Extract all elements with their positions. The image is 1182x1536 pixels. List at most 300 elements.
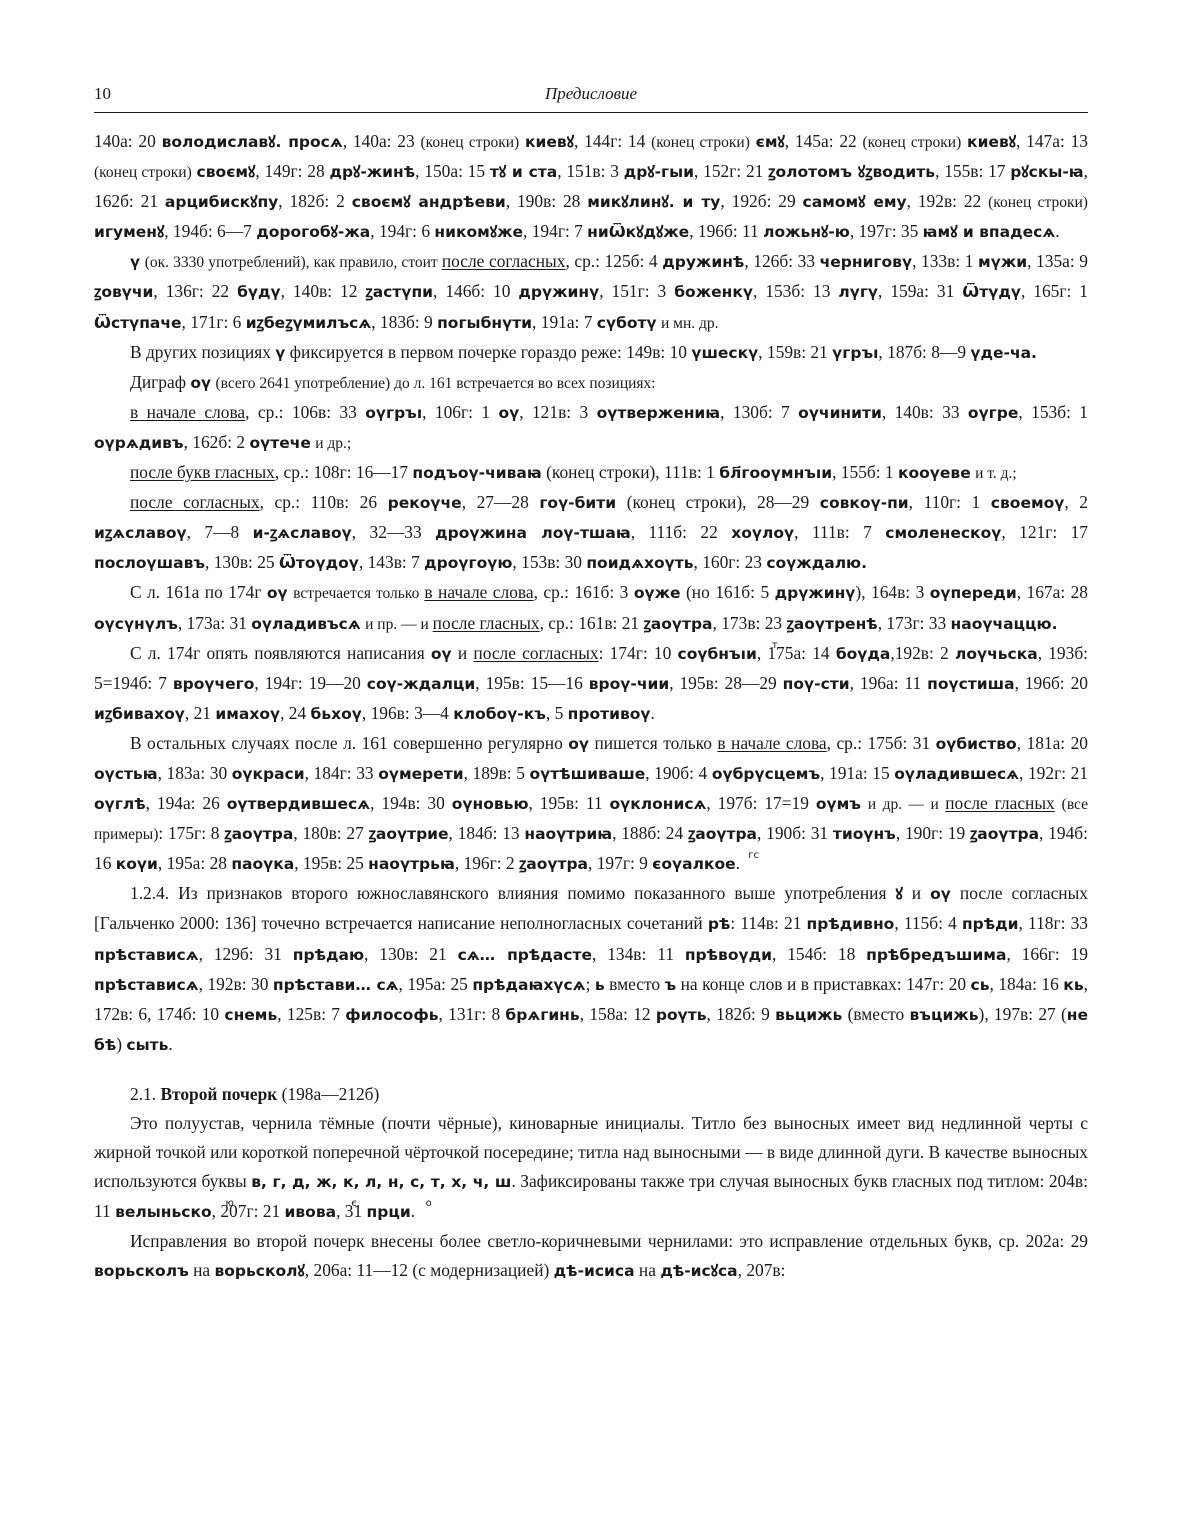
paragraph — [94, 729, 1088, 879]
text-run: , 196г: 2 — [454, 853, 519, 874]
text-run: ) — [116, 1033, 127, 1054]
text-run: , 129б: 31 — [198, 943, 293, 964]
text-run: , 183а: 30 — [157, 762, 232, 783]
old-slavonic-word: володиславꙋ. просѧ — [161, 133, 343, 151]
old-slavonic-word: рекоүче — [387, 494, 462, 513]
text-run: , 195в: 25 — [294, 853, 369, 874]
text-run: , 131г: 8 — [438, 1003, 506, 1024]
text-run: : 174г: 10 — [598, 642, 678, 663]
text-run: , 162б: 21 — [94, 161, 1089, 212]
old-slavonic-word: лоүчьска — [954, 644, 1038, 663]
text-run: , ср.: 108г: 16—17 — [274, 462, 413, 483]
old-slavonic-word: гоү-бити — [539, 494, 617, 513]
old-slavonic-word: своємꙋ андрѣеви — [351, 193, 506, 212]
text-run: С л. 174г опять появляются написания — [130, 642, 431, 663]
paragraph — [94, 368, 1088, 398]
page-number: 10 — [94, 84, 111, 103]
paragraph — [94, 488, 1088, 578]
paragraph — [94, 639, 1088, 729]
text-run: В других позициях — [130, 341, 276, 362]
text-run: . — [1055, 221, 1060, 242]
old-slavonic-word: брѧгинь — [505, 1005, 580, 1024]
text-run: , 21 — [184, 702, 216, 723]
text-run: на конце слов и в приставках: 147г: 20 — [676, 973, 971, 994]
paragraph — [94, 458, 1088, 488]
text-run: , 196а: 11 — [849, 672, 928, 693]
old-slavonic-word: поүстиша — [927, 674, 1015, 693]
old-slavonic-word: имахоү — [215, 704, 281, 723]
text-run: Диграф — [130, 371, 191, 392]
old-slavonic-word: оүладивъсѧ — [251, 614, 361, 633]
old-slavonic-word: поү-сти — [782, 674, 850, 693]
old-slavonic-word: оүтече — [249, 433, 311, 452]
old-slavonic-word: оүклонисѧ — [609, 795, 707, 814]
small-text: и др. — и — [867, 796, 946, 814]
text-run: С л. 161а по 174г — [130, 582, 267, 603]
old-slavonic-word: оү — [498, 403, 520, 422]
text-run: , 207в: — [737, 1260, 786, 1281]
text-run: , 7—8 — [186, 522, 253, 543]
old-slavonic-word: оүтѣшиваше — [529, 764, 646, 783]
old-slavonic-word: үгръı — [832, 343, 879, 362]
text-run: вместо — [604, 973, 665, 994]
text-run: , 130в: 25 — [205, 552, 279, 573]
old-slavonic-word: ү — [130, 253, 141, 272]
text-run: , 130в: 21 — [364, 943, 458, 964]
old-slavonic-word: совкоү-пи — [819, 494, 909, 513]
old-slavonic-word: ꙋ — [895, 885, 903, 904]
text-run: и — [451, 642, 474, 663]
small-text: (все примеры) — [94, 796, 1088, 844]
small-text: встречается только — [293, 585, 425, 603]
text-run: , 188б: 24 — [612, 823, 688, 844]
old-slavonic-word: сүботү — [596, 313, 657, 332]
old-slavonic-word: соүждалю. — [766, 554, 868, 573]
text-run: , 151в: 3 — [557, 161, 624, 182]
text-run: , 140в: 33 — [881, 401, 968, 422]
old-slavonic-word: Ѿтүдү — [962, 283, 1021, 302]
underlined-term — [717, 733, 826, 753]
text-run: , 159а: 31 — [878, 281, 963, 302]
old-slavonic-word: послоүшавъ — [94, 554, 206, 573]
text-run: (конец строки), 28—29 — [616, 492, 820, 513]
text-run: , 130б: 7 — [720, 401, 799, 422]
text-run: , 187б: 8—9 — [878, 341, 971, 362]
small-text: (ок. 3330 употреблений), как правило, стоит — [144, 254, 442, 272]
old-slavonic-word: философь — [345, 1005, 439, 1024]
text-run: , 166г: 19 — [1006, 943, 1088, 964]
small-text: (всего 2641 употребление) до л. 161 встречается во всех позициях: — [215, 374, 656, 392]
old-slavonic-word: арцибискꙋпу — [164, 193, 279, 212]
old-slavonic-word: оү — [266, 584, 288, 603]
paragraph — [94, 398, 1088, 458]
old-slavonic-word: ꙁаоүтра — [518, 855, 589, 874]
text-run: , 27—28 — [461, 492, 540, 513]
small-text: и мн. др. — [661, 314, 719, 332]
old-slavonic-word: оүстьꙗ — [94, 764, 158, 783]
text-run: , 111в: 7 — [794, 522, 886, 543]
underlined-term — [442, 251, 566, 271]
text-run: , 5 — [545, 702, 568, 723]
text-run: , 190б: 31 — [757, 823, 833, 844]
text-run: Исправления во второй почерк внесены более светло-коричневыми чернилами: это исправление отдельных букв, ср. 202а: 29 — [130, 1231, 1088, 1252]
small-text: и т. д.; — [975, 465, 1017, 483]
old-slavonic-word: єоүалкое — [652, 855, 736, 874]
old-slavonic-word: дѣ-исиса — [553, 1262, 635, 1281]
text-run: , 125в: 7 — [277, 1003, 346, 1024]
old-slavonic-word: оүкраси — [231, 764, 305, 783]
paragraph — [94, 1109, 1088, 1227]
text-run: ), 164в: 3 — [855, 582, 930, 603]
text-run: , 196б: 11 — [689, 221, 764, 242]
text-run: , 172в: 6, 174б: 10 — [94, 973, 1088, 1024]
old-slavonic-word: сыть — [126, 1035, 169, 1054]
paragraph — [94, 127, 1088, 247]
old-slavonic-word: ниѾкꙋдꙋже — [587, 223, 690, 242]
old-slavonic-word: дружинѣ — [662, 253, 745, 272]
old-slavonic-word: дрүжинү — [518, 283, 600, 302]
text-run: , 175а: 14 — [756, 642, 836, 663]
old-slavonic-word: тиоүнъ — [832, 825, 896, 844]
text-run: , 31 — [336, 1201, 367, 1222]
old-slavonic-word: поидѧхоүть — [586, 554, 694, 573]
text-run: , ср.: 106в: 33 — [245, 401, 366, 422]
text-run: , 110г: 1 — [908, 492, 991, 513]
text-run: : 114в: 21 — [730, 913, 807, 934]
old-slavonic-word: ꙁовүчи — [94, 283, 154, 302]
text-run: , 184а: 16 — [989, 973, 1064, 994]
old-slavonic-word: бьхоү — [310, 704, 362, 723]
old-slavonic-word: оү — [430, 644, 452, 663]
text-run: , 155б: 1 — [832, 462, 898, 483]
text-run: , 195а: 25 — [398, 973, 473, 994]
text-run: ,192в: 2 — [890, 642, 955, 663]
text-run: , 191а: 7 — [532, 311, 597, 332]
underlined-term-text: в начале слова — [717, 732, 827, 753]
text-run: ; — [585, 973, 595, 994]
underlined-term-text: после согласных — [473, 642, 599, 663]
old-slavonic-word: ꙁаоүтра — [224, 825, 294, 844]
old-slavonic-word: в, г, д, ж, к, л, н, с, т, х, ч, ш — [251, 1173, 512, 1192]
text-run: , 147а: 13 — [1016, 131, 1088, 151]
text-run: , 194г: 6 — [370, 221, 435, 242]
old-slavonic-word: боүда — [835, 644, 891, 663]
old-slavonic-word: дорогобꙋ-жа — [256, 223, 371, 242]
text-run: , 136г: 22 — [153, 281, 238, 302]
text-run: , 121в: 3 — [519, 401, 597, 422]
old-slavonic-word: самомꙋ ему — [802, 193, 907, 212]
small-text: (конец строки) — [651, 134, 750, 151]
old-slavonic-word: Ѿтоүдоү — [278, 554, 359, 573]
text-run: , 193б: 5=194б: 7 — [94, 642, 1089, 693]
text-run: , 196б: 20 — [1014, 672, 1088, 693]
text-run: , 180в: 27 — [293, 823, 369, 844]
underlined-term-text: после гласных — [432, 612, 540, 633]
old-slavonic-word: ү — [275, 343, 286, 362]
old-slavonic-word: прѣдаꙗхүсѧ — [472, 975, 586, 994]
paragraph — [94, 247, 1088, 337]
text-run: . — [168, 1033, 173, 1054]
text-run: 1.2.4. Из признаков второго южнославянского влияния помимо показанного выше употребления — [130, 883, 896, 904]
old-slavonic-word: сѧ… прѣдасте — [457, 945, 592, 964]
old-slavonic-word: соүбнъıи — [677, 644, 757, 663]
text-run: , 192в: 30 — [198, 973, 273, 994]
old-slavonic-word: оү — [190, 373, 212, 392]
text-run: , 197г: 9 — [588, 853, 653, 874]
text-run: , 151г: 3 — [599, 281, 675, 302]
text-run: , ср.: 125б: 4 — [565, 251, 663, 272]
paragraph — [94, 578, 1088, 638]
underlined-term-text: после гласных — [945, 793, 1055, 814]
text-run: , 167а: 28 — [1016, 582, 1088, 603]
text-run: , 165г: 1 — [1020, 281, 1088, 302]
text-run — [1055, 793, 1062, 813]
old-slavonic-word: паоүка — [231, 855, 295, 874]
old-slavonic-word: лүгү — [838, 283, 879, 302]
text-run: , 143в: 7 — [358, 552, 425, 573]
text-run: , 145а: 22 — [784, 131, 863, 151]
text-run: , 144г: 14 — [573, 131, 652, 151]
old-slavonic-word: кооүеве — [897, 464, 971, 483]
old-slavonic-word: дѣ-исꙋса — [660, 1262, 738, 1281]
old-slavonic-word: прѣдаю — [292, 945, 365, 964]
old-slavonic-word: прѣстависѧ — [94, 945, 199, 964]
text-run: , 115б: 4 — [894, 913, 962, 934]
underlined-term — [130, 402, 245, 422]
text-run: , 24 — [280, 702, 311, 723]
old-slavonic-word: ꙁаоүтра — [687, 825, 758, 844]
text-run: , 194в: 30 — [370, 793, 452, 814]
text-run: , 155в: 17 — [935, 161, 1011, 182]
text-run — [861, 793, 868, 813]
old-slavonic-word: ложьнꙋ-ю — [763, 223, 850, 242]
text-run: , 195в: 28—29 — [669, 672, 783, 693]
underlined-term-text: в начале слова — [130, 401, 246, 422]
text-run: , 194б: 16 — [94, 823, 1088, 874]
old-slavonic-word: оүмерети — [378, 764, 464, 783]
text-run: , 190г: 19 — [895, 823, 970, 844]
old-slavonic-word: прѣди — [961, 915, 1019, 934]
old-slavonic-word: мүжи — [978, 253, 1028, 272]
text-run: , 173в: 23 — [712, 612, 787, 633]
text-run: (конец строки), 111в: 1 — [541, 462, 720, 483]
old-slavonic-word: смоленескоү — [885, 524, 1002, 543]
text-run: , 32—33 — [351, 522, 436, 543]
text-run: , ср.: 175б: 31 — [826, 732, 936, 753]
text-run: , 192г: 21 — [1019, 762, 1089, 783]
text-run: , 140в: 12 — [280, 281, 366, 302]
old-slavonic-word: ꙁаоүтрие — [368, 825, 449, 844]
text-run: , 183б: 9 — [371, 311, 438, 332]
text-run: , 153б: 13 — [752, 281, 839, 302]
old-slavonic-word: боженкү — [674, 283, 753, 302]
text-run: . — [735, 853, 740, 874]
text-run: , 184б: 13 — [448, 823, 525, 844]
old-slavonic-word: прѣстависѧ — [94, 975, 199, 994]
text-run: , 133в: 1 — [912, 251, 979, 272]
old-slavonic-word: оүпереди — [929, 584, 1017, 603]
old-slavonic-word: соү-ждалци — [366, 674, 476, 693]
old-slavonic-word: своємꙋ — [196, 163, 256, 182]
old-slavonic-word: вроүчего — [172, 674, 255, 693]
text-run: , 140а: 23 — [342, 131, 421, 151]
old-slavonic-word: оүсүнүлъ — [94, 614, 178, 633]
old-slavonic-word: оүновью — [451, 795, 529, 814]
text-run: на — [634, 1260, 661, 1281]
old-slavonic-word: подъоү-чиваꙗ — [412, 464, 542, 483]
old-slavonic-word: оүтвердившесѧ — [226, 795, 371, 814]
text-run: , 195а: 28 — [157, 853, 232, 874]
small-text: и др.; — [315, 434, 352, 452]
old-slavonic-word: сь — [970, 975, 990, 994]
old-slavonic-word: наоүтриꙗ — [524, 825, 613, 844]
text-run: , 195в: 11 — [528, 793, 610, 814]
old-slavonic-word: оүглѣ — [94, 795, 146, 814]
text-run: пишется только — [589, 732, 718, 753]
underlined-term — [433, 613, 540, 633]
running-header — [94, 82, 1088, 113]
old-slavonic-word: ивова — [284, 1203, 337, 1222]
text-run: , 197г: 35 — [849, 221, 923, 242]
section-heading — [94, 1080, 1088, 1109]
old-slavonic-word: прѣбредъшима — [866, 945, 1007, 964]
old-slavonic-word: велыньско — [115, 1203, 212, 1222]
small-text: (конец строки) — [988, 194, 1088, 212]
old-slavonic-word: микꙋлинꙋ. и ту — [587, 193, 721, 212]
text-run: , ср.: 161в: 21 — [539, 612, 644, 633]
text-run: , 153б: 1 — [1018, 401, 1089, 422]
old-slavonic-word: и-ꙁѧславоү — [252, 524, 352, 543]
underlined-term-text: после согласных — [130, 492, 260, 513]
paragraph — [94, 879, 1088, 1060]
text-run: ), 197в: 27 ( — [978, 1003, 1067, 1024]
text-run: . — [410, 1201, 416, 1222]
old-slavonic-word: киевꙋ — [525, 133, 574, 151]
paragraph — [94, 1227, 1088, 1286]
main-text — [94, 127, 1088, 1287]
old-slavonic-word: хоүлоү — [731, 524, 795, 543]
text-run: , 154б: 18 — [772, 943, 867, 964]
old-slavonic-word: оүгре — [967, 403, 1019, 422]
text-run: , 153в: 30 — [512, 552, 587, 573]
text-run: , 196в: 3—4 — [361, 702, 454, 723]
old-slavonic-word: своемоү — [990, 494, 1065, 513]
old-slavonic-word: наоүтрьꙗ — [368, 855, 455, 874]
old-slavonic-word: оүбрүсцемъ — [711, 764, 821, 783]
text-run: , 111б: 22 — [630, 522, 732, 543]
underlined-term-text: после согласных — [441, 251, 566, 272]
old-slavonic-word: ꙁастүпи — [365, 283, 434, 302]
small-text: (конец строки) — [94, 164, 192, 182]
text-run: , 159в: 21 — [758, 341, 833, 362]
old-slavonic-word: рꙋскы-ꙗ — [1010, 163, 1084, 182]
text-run: , 158а: 12 — [579, 1003, 656, 1024]
old-slavonic-word: роүть — [655, 1005, 707, 1024]
old-slavonic-word: оүбиство — [935, 734, 1017, 753]
section-title: Второй почерк — [160, 1083, 278, 1104]
text-run: (вместо — [842, 1003, 910, 1024]
text-run: , 182б: 9 — [706, 1003, 776, 1024]
old-slavonic-word: снемь — [224, 1005, 278, 1024]
text-run: , 189в: 5 — [463, 762, 530, 783]
old-slavonic-word: үшескү — [691, 343, 759, 362]
old-slavonic-word: кь — [1063, 975, 1084, 994]
text-run: , 173г: 33 — [877, 612, 951, 633]
text-run: , 2 — [1064, 492, 1088, 513]
text-run: , ср.: 110в: 26 — [259, 492, 388, 513]
old-slavonic-word: погыбнүти — [437, 313, 533, 332]
old-slavonic-word: оүрѧдивъ — [94, 433, 184, 452]
text-run: , 190б: 4 — [645, 762, 712, 783]
page — [94, 82, 1088, 1287]
old-slavonic-word: рѣ — [707, 915, 731, 934]
old-slavonic-word: ꙁаоүтра — [969, 825, 1040, 844]
text-run: , 206а: 11—12 (с модернизацией) — [304, 1260, 554, 1281]
old-slavonic-word: оүтвержениꙗ — [596, 403, 721, 422]
old-slavonic-word: дроүжина лоү-тшаꙗ — [435, 524, 631, 543]
old-slavonic-word: дрꙋ-жинѣ — [329, 163, 416, 182]
old-slavonic-word: ꙁолотомъ ꙋꙁводить — [768, 163, 936, 182]
old-slavonic-word: ворьсколꙋ — [214, 1262, 305, 1281]
underlined-term-text: в начале слова — [424, 582, 534, 603]
text-run: , 181а: 20 — [1016, 732, 1088, 753]
old-slavonic-word: прѣстави… сѧ — [272, 975, 399, 994]
old-slavonic-word: иꙁбеꙁүмилъсѧ — [245, 313, 372, 332]
old-slavonic-word: вьцижь — [775, 1005, 843, 1024]
old-slavonic-word: бл҃гооүмнъıи — [719, 464, 833, 483]
text-run: и — [902, 883, 931, 904]
underlined-term — [473, 643, 598, 663]
text-run: после согласных [Гальченко 2000: 136] точечно встречается написание неполногласных сочетаний — [94, 883, 1088, 934]
small-text: (конец строки) — [420, 134, 520, 151]
text-run: , 160г: 23 — [693, 552, 767, 573]
old-slavonic-word: киевꙋ — [967, 133, 1017, 151]
text-run: . Зафиксированы также три случая выносных букв гласных под титлом: 204в: 11 — [94, 1171, 1088, 1222]
old-slavonic-word: иꙁбивахоү — [94, 704, 185, 723]
text-run: фиксируется в первом почерке гораздо реже: 149в: 10 — [285, 341, 692, 362]
old-slavonic-word: ꙁаоүтренѣ — [786, 614, 878, 633]
old-slavonic-word: оүгръı — [365, 403, 423, 422]
old-slavonic-word: вроү-чии — [588, 674, 670, 693]
old-slavonic-word: черниговү — [819, 253, 913, 272]
text-run: . — [650, 702, 655, 723]
old-slavonic-word: дрꙋ-гыи — [623, 163, 695, 182]
old-slavonic-word: ꙁаоүтра — [643, 614, 713, 633]
old-slavonic-word: ь — [594, 975, 605, 994]
old-slavonic-word: дрүжинү — [774, 584, 856, 603]
text-run: , 152г: 21 — [694, 161, 769, 182]
old-slavonic-word: оүмъ — [815, 795, 861, 814]
old-slavonic-word: оүчинити — [798, 403, 882, 422]
text-run: В остальных случаях после л. 161 совершенно регулярно — [130, 732, 569, 753]
old-slavonic-word: оү — [930, 885, 951, 904]
text-run: , 190в: 28 — [505, 191, 588, 212]
old-slavonic-word: коүи — [115, 855, 158, 874]
text-run: , 171г: 6 — [181, 311, 246, 332]
text-run: , 197б: 17=19 — [706, 793, 816, 814]
text-run: : 175г: 8 — [158, 823, 225, 844]
old-slavonic-word: ємꙋ — [755, 133, 785, 151]
text-run: , 194г: 19—20 — [254, 672, 367, 693]
text-run: , 135а: 9 — [1027, 251, 1088, 272]
text-run: , ср.: 161б: 3 — [533, 582, 634, 603]
old-slavonic-word: прци — [366, 1203, 411, 1222]
text-run: на — [188, 1260, 215, 1281]
old-slavonic-word: не бѣ — [94, 1005, 1089, 1054]
text-run: Это полуустав, чернила тёмные (почти чёрные), киноварные инициалы. Титло без выносных имеет вид недлинной черты с жирной точкой или короткой поперечной чёрточкой посередине; титла над выносными — в виде длинной дуги. В качестве выносных используются буквы — [94, 1113, 1088, 1192]
small-text: и пр. — и — [365, 615, 433, 633]
text-run: , 191а: 15 — [820, 762, 895, 783]
